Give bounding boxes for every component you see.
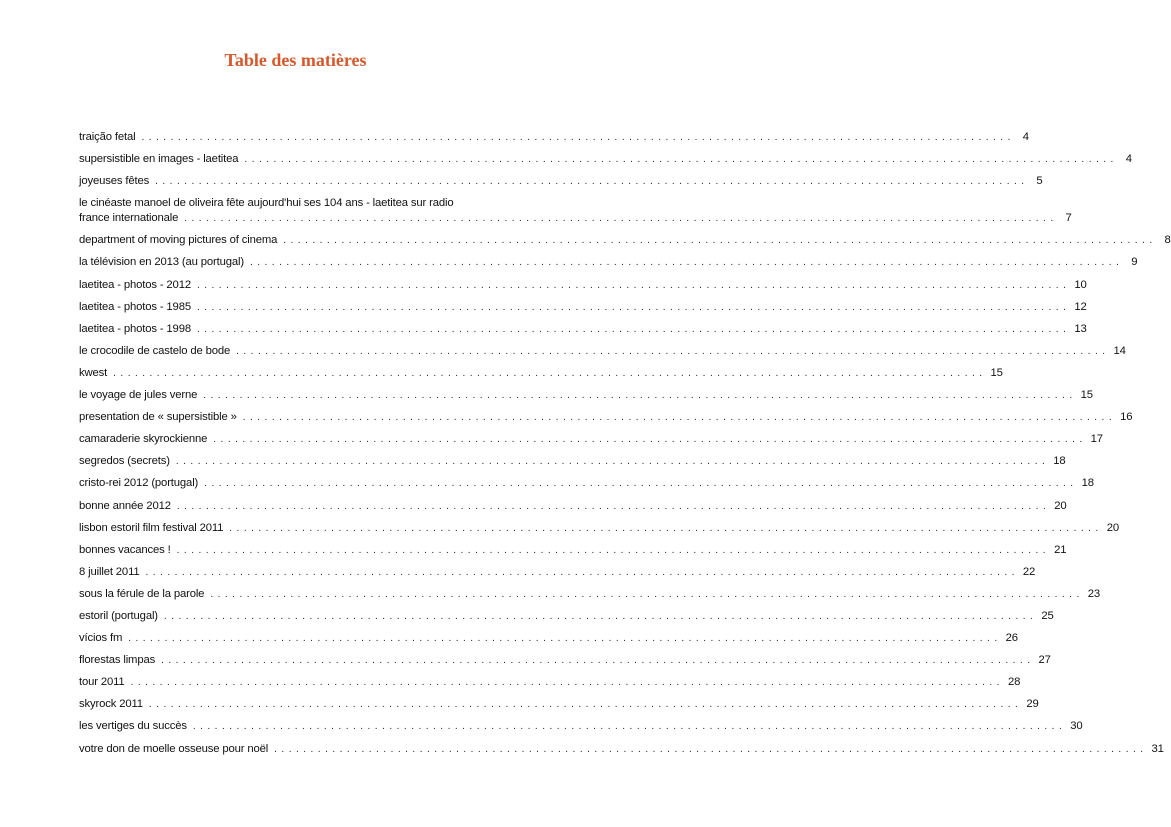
toc-entry-title-line1: le cinéaste manoel de oliveira fête aujourd'hui ses 104 ans - laetitea sur radio xyxy=(79,197,454,210)
dot-leader: ........................................................................................................................ xyxy=(249,257,1124,269)
toc-entry-title: estoril (portugal) xyxy=(79,609,158,622)
toc-title: Table des matières xyxy=(224,50,367,70)
toc-entry[interactable] xyxy=(79,300,1087,315)
toc-entry[interactable] xyxy=(79,675,1021,690)
toc-entry-title: skyrock 2011 xyxy=(79,698,143,711)
toc-entry[interactable] xyxy=(79,719,1083,734)
dot-leader: ........................................................................................................................ xyxy=(161,655,1035,667)
toc-list xyxy=(79,130,1171,764)
toc-entry-page: 18 xyxy=(1053,455,1066,468)
dot-leader: ........................................................................................................................ xyxy=(283,235,1157,247)
toc-entry[interactable] xyxy=(79,432,1103,447)
toc-entry[interactable] xyxy=(79,322,1087,337)
toc-entry[interactable] xyxy=(79,653,1051,668)
toc-entry[interactable] xyxy=(79,196,1072,226)
toc-entry-page: 21 xyxy=(1054,543,1067,556)
dot-leader: ........................................................................................................................ xyxy=(210,588,1084,600)
toc-entry-title: presentation de « supersistible » xyxy=(79,411,237,424)
toc-entry-page: 27 xyxy=(1038,654,1051,667)
toc-entry[interactable] xyxy=(79,697,1039,712)
toc-entry-page: 10 xyxy=(1074,278,1087,291)
toc-entry[interactable] xyxy=(79,565,1036,580)
toc-entry-title: le voyage de jules verne xyxy=(79,389,198,402)
toc-entry[interactable] xyxy=(79,631,1018,646)
toc-entry[interactable] xyxy=(79,233,1171,248)
toc-entry[interactable] xyxy=(79,742,1164,757)
toc-entry[interactable] xyxy=(79,388,1093,403)
toc-entry[interactable] xyxy=(79,587,1100,602)
toc-entry-title: le crocodile de castelo de bode xyxy=(79,344,231,357)
toc-entry[interactable] xyxy=(79,344,1126,359)
toc-entry-page: 29 xyxy=(1026,698,1039,711)
toc-entry-page: 25 xyxy=(1041,609,1054,622)
toc-entry-title: laetitea - photos - 1985 xyxy=(79,300,191,313)
toc-entry-title: laetitea - photos - 1998 xyxy=(79,322,191,335)
dot-leader: ........................................................................................................................ xyxy=(148,699,1023,711)
dot-leader: ........................................................................................................................ xyxy=(196,323,1071,335)
dot-leader: ........................................................................................................................ xyxy=(192,721,1067,733)
dot-leader: ........................................................................................................................ xyxy=(242,412,1117,424)
toc-entry-page: 13 xyxy=(1074,322,1087,335)
toc-entry[interactable] xyxy=(79,152,1132,167)
toc-entry-page: 4 xyxy=(1022,131,1029,143)
toc-entry-title: department of moving pictures of cinema xyxy=(79,234,278,247)
toc-entry-title: les vertiges du succès xyxy=(79,720,187,733)
dot-leader: ........................................................................................................................ xyxy=(141,132,1015,143)
toc-entry-title: sous la férule de la parole xyxy=(79,587,205,600)
toc-entry-title: 8 juillet 2011 xyxy=(79,565,140,578)
dot-leader: ........................................................................................................................ xyxy=(274,743,1148,755)
toc-entry-page: 30 xyxy=(1070,720,1083,733)
toc-entry[interactable] xyxy=(79,255,1138,270)
toc-entry-page: 28 xyxy=(1007,676,1021,689)
toc-entry-title: lisbon estoril film festival 2011 xyxy=(79,521,224,534)
toc-entry-page: 20 xyxy=(1054,499,1067,512)
toc-entry[interactable] xyxy=(79,130,1029,145)
dot-leader: ........................................................................................................................ xyxy=(196,301,1071,313)
dot-leader: ........................................................................................................................ xyxy=(213,434,1087,446)
toc-entry[interactable] xyxy=(79,410,1133,425)
toc-entry-page: 23 xyxy=(1087,587,1100,600)
toc-entry[interactable] xyxy=(79,543,1067,558)
dot-leader: ........................................................................................................................ xyxy=(163,610,1038,622)
toc-entry-title: votre don de moelle osseuse pour noël xyxy=(79,742,269,755)
toc-entry-page: 4 xyxy=(1125,153,1132,166)
toc-entry[interactable] xyxy=(79,278,1087,293)
dot-leader: ........................................................................................................................ xyxy=(128,633,1002,645)
dot-leader: ........................................................................................................................ xyxy=(204,478,1078,490)
toc-entry-page: 22 xyxy=(1022,565,1036,578)
dot-leader: ........................................................................................................................ xyxy=(175,456,1050,468)
toc-entry-title: la télévision en 2013 (au portugal) xyxy=(79,256,244,269)
dot-leader: ........................................................................................................................ xyxy=(229,522,1103,534)
dot-leader: ........................................................................................................................ xyxy=(236,345,1110,357)
dot-leader: ........................................................................................................................ xyxy=(113,367,987,379)
toc-entry[interactable] xyxy=(79,174,1043,189)
toc-entry-title: bonnes vacances ! xyxy=(79,543,171,556)
toc-entry[interactable] xyxy=(79,366,1003,381)
dot-leader: ........................................................................................................................ xyxy=(176,544,1051,556)
toc-entry-title: traição fetal xyxy=(79,131,136,143)
toc-entry-page: 18 xyxy=(1081,477,1094,490)
toc-entry-page: 5 xyxy=(1036,175,1043,188)
toc-entry-page: 9 xyxy=(1131,256,1138,269)
toc-entry-title: supersistible en images - laetitea xyxy=(79,153,239,166)
toc-entry-title-line2-row xyxy=(79,211,1072,226)
dot-leader: ........................................................................................................................ xyxy=(145,566,1019,578)
toc-entry-page: 16 xyxy=(1120,411,1133,424)
toc-entry-page: 15 xyxy=(1080,389,1093,402)
toc-entry[interactable] xyxy=(79,454,1066,469)
dot-leader: ........................................................................................................................ xyxy=(155,176,1029,188)
dot-leader: ........................................................................................................................ xyxy=(184,213,1058,225)
toc-entry[interactable] xyxy=(79,499,1067,514)
toc-entry-page: 14 xyxy=(1113,344,1126,357)
toc-entry-page: 12 xyxy=(1074,300,1087,313)
toc-entry-title: bonne année 2012 xyxy=(79,499,171,512)
toc-entry[interactable] xyxy=(79,521,1119,536)
toc-entry-title: florestas limpas xyxy=(79,654,156,667)
toc-entry-page: 26 xyxy=(1005,632,1018,645)
dot-leader: ........................................................................................................................ xyxy=(130,677,1004,689)
toc-entry-title: joyeuses fêtes xyxy=(79,175,150,188)
toc-entry-page: 8 xyxy=(1164,234,1171,247)
toc-entry-title: laetitea - photos - 2012 xyxy=(79,278,191,291)
dot-leader: ........................................................................................................................ xyxy=(203,390,1077,402)
toc-entry-title: tour 2011 xyxy=(79,676,125,689)
toc-entry-title: vícios fm xyxy=(79,632,123,645)
toc-entry-page: 7 xyxy=(1065,212,1072,225)
dot-leader: ........................................................................................................................ xyxy=(244,154,1118,166)
toc-entry-title-line2: france internationale xyxy=(79,212,179,225)
toc-entry-title: segredos (secrets) xyxy=(79,455,170,468)
toc-entry-title: kwest xyxy=(79,366,108,379)
dot-leader: ........................................................................................................................ xyxy=(176,500,1051,512)
toc-entry-title: camaraderie skyrockienne xyxy=(79,433,208,446)
toc-entry[interactable] xyxy=(79,609,1054,624)
dot-leader: ........................................................................................................................ xyxy=(196,279,1071,291)
toc-entry-page: 20 xyxy=(1106,521,1119,534)
toc-entry[interactable] xyxy=(79,476,1094,491)
toc-entry-page: 31 xyxy=(1151,742,1164,755)
toc-entry-title: cristo-rei 2012 (portugal) xyxy=(79,477,199,490)
toc-entry-page: 15 xyxy=(990,366,1003,379)
toc-entry-page: 17 xyxy=(1090,433,1103,446)
